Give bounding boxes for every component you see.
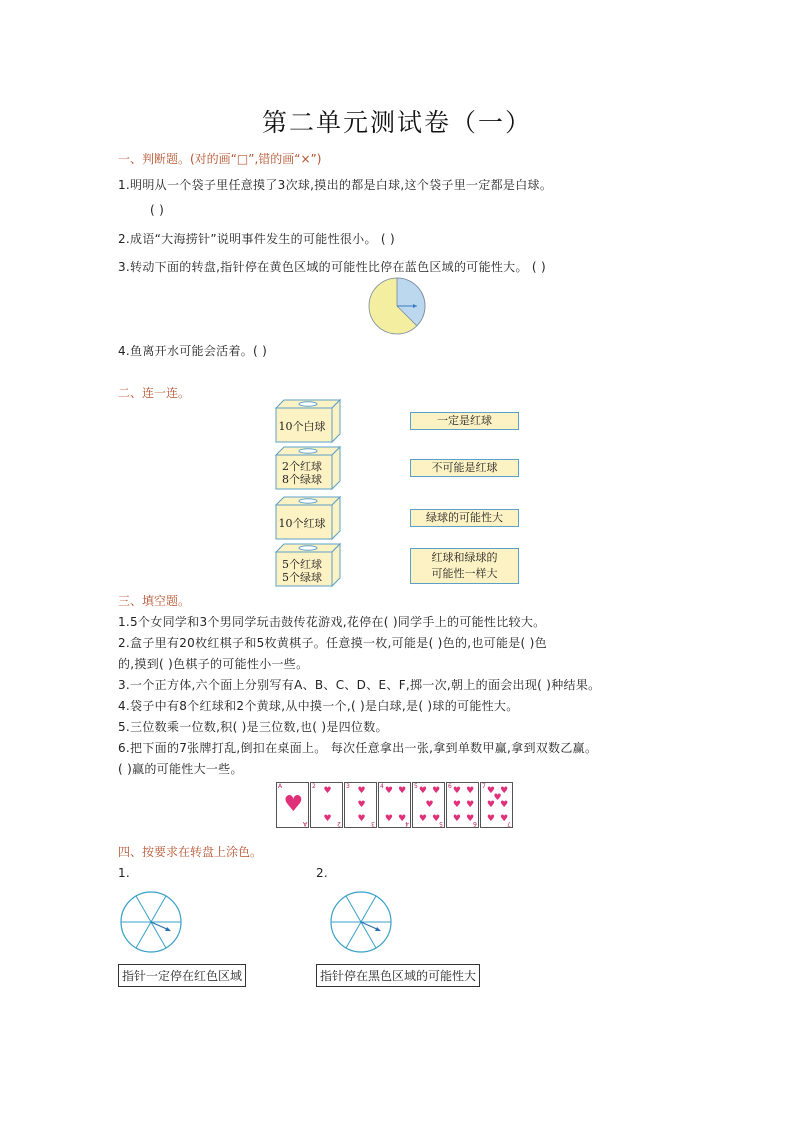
heart-icon: ♥ xyxy=(452,813,461,824)
section3-heading: 三、填空题。 xyxy=(118,594,191,608)
section3-line: 的,摸到( )色棋子的可能性小一些。 xyxy=(118,657,309,671)
heart-icon: ♥ xyxy=(357,813,366,824)
card-rank: 6 xyxy=(448,783,452,790)
section3-line: 2.盒子里有20枚红棋子和5枚黄棋子。任意摸一枚,可能是( )色的,也可能是( )色 xyxy=(118,636,547,650)
heart-icon: ♥ xyxy=(466,786,475,797)
heart-icon: ♥ xyxy=(323,786,332,797)
playing-card xyxy=(446,782,479,828)
box-label: 10个白球 xyxy=(278,420,326,433)
card-rank: 4 xyxy=(380,783,384,790)
card-rank: A xyxy=(278,783,283,790)
heart-icon: ♥ xyxy=(452,800,461,810)
match-label[interactable]: 绿球的可能性大 xyxy=(410,509,519,527)
heart-icon: ♥ xyxy=(357,786,366,797)
card-rank: 5 xyxy=(414,783,418,790)
heart-icon: ♥ xyxy=(418,813,427,824)
playing-cards xyxy=(276,782,516,830)
ball-box xyxy=(274,542,340,588)
heart-icon: ♥ xyxy=(323,813,332,824)
heart-icon: ♥ xyxy=(452,786,461,797)
heart-icon: ♥ xyxy=(357,800,366,810)
section3-line: 1.5个女同学和3个男同学玩击鼓传花游戏,花停在( )同学手上的可能性比较大。 xyxy=(118,615,546,629)
match-label[interactable]: 一定是红球 xyxy=(410,412,519,430)
card-rank: 7 xyxy=(507,820,511,827)
item-number: 1. xyxy=(118,866,131,880)
heart-icon: ♥ xyxy=(500,800,509,810)
spinner-yellow-blue xyxy=(367,276,427,336)
playing-card xyxy=(412,782,445,828)
caption-red: 指针一定停在红色区域 xyxy=(118,964,246,987)
heart-icon: ♥ xyxy=(493,793,502,804)
item-number: 2. xyxy=(316,866,329,880)
caption-black: 指针停在黑色区域的可能性大 xyxy=(316,964,480,987)
section4-heading: 四、按要求在转盘上涂色。 xyxy=(118,845,263,859)
page-title: 第二单元测试卷（一） xyxy=(261,108,532,137)
heart-icon: ♥ xyxy=(283,792,304,817)
playing-card xyxy=(344,782,377,828)
heart-icon: ♥ xyxy=(486,813,495,824)
section3-line: 6.把下面的7张牌打乱,倒扣在桌面上。 每次任意拿出一张,拿到单数甲赢,拿到双数乙赢。 xyxy=(118,741,598,755)
card-rank: 6 xyxy=(473,820,477,827)
heart-icon: ♥ xyxy=(425,800,434,810)
section3-line: 4.袋子中有8个红球和2个黄球,从中摸一个,( )是白球,是( )球的可能性大。 xyxy=(118,699,519,713)
box-label: 10个红球 xyxy=(278,517,326,530)
heart-icon: ♥ xyxy=(466,800,475,810)
heart-icon: ♥ xyxy=(432,813,441,824)
card-rank: 3 xyxy=(346,783,350,790)
playing-card xyxy=(378,782,411,828)
section1-q1: 1.明明从一个袋子里任意摸了3次球,摸出的都是白球,这个袋子里一定都是白球。 xyxy=(118,178,553,192)
heart-icon: ♥ xyxy=(466,813,475,824)
match-label[interactable]: 红球和绿球的 可能性一样大 xyxy=(410,548,519,584)
section1-q4: 4.鱼离开水可能会活着。( ) xyxy=(118,344,268,358)
card-rank: 2 xyxy=(337,820,341,827)
heart-icon: ♥ xyxy=(418,786,427,797)
ball-box xyxy=(274,445,340,491)
heart-icon: ♥ xyxy=(398,813,407,824)
section1-q2: 2.成语“大海捞针”说明事件发生的可能性很小。 ( ) xyxy=(118,232,395,246)
heart-icon: ♥ xyxy=(500,786,509,797)
spinner-blank-1[interactable] xyxy=(119,890,183,954)
spinner-blank-2[interactable] xyxy=(329,890,393,954)
match-label[interactable]: 不可能是红球 xyxy=(410,459,519,477)
ball-box xyxy=(274,495,340,541)
heart-icon: ♥ xyxy=(500,813,509,824)
box-label: 2个红球 8个绿球 xyxy=(282,460,322,486)
card-rank: 5 xyxy=(439,820,443,827)
card-rank: 7 xyxy=(482,783,486,790)
ball-box xyxy=(274,398,340,444)
section3-line: 3.一个正方体,六个面上分别写有A、B、C、D、E、F,掷一次,朝上的面会出现( )种结果。 xyxy=(118,678,601,692)
heart-icon: ♥ xyxy=(384,813,393,824)
card-rank: 3 xyxy=(371,820,375,827)
heart-icon: ♥ xyxy=(486,786,495,797)
playing-card xyxy=(310,782,343,828)
heart-icon: ♥ xyxy=(384,786,393,797)
card-rank: 2 xyxy=(312,783,316,790)
box-label: 5个红球 5个绿球 xyxy=(282,558,322,584)
playing-card xyxy=(480,782,513,828)
playing-card xyxy=(276,782,309,828)
section1-q1-answer[interactable]: ( ) xyxy=(150,203,165,217)
section3-line: 5.三位数乘一位数,积( )是三位数,也( )是四位数。 xyxy=(118,720,388,734)
heart-icon: ♥ xyxy=(486,800,495,810)
heart-icon: ♥ xyxy=(432,786,441,797)
section3-line: ( )赢的可能性大一些。 xyxy=(118,762,243,776)
card-rank: 4 xyxy=(405,820,409,827)
section1-q3: 3.转动下面的转盘,指针停在黄色区域的可能性比停在蓝色区域的可能性大。 ( ) xyxy=(118,260,546,274)
card-rank: A xyxy=(302,820,307,827)
heart-icon: ♥ xyxy=(398,786,407,797)
section1-heading: 一、判断题。(对的画“□”,错的画“×”) xyxy=(118,152,322,166)
section2-heading: 二、连一连。 xyxy=(118,386,191,400)
